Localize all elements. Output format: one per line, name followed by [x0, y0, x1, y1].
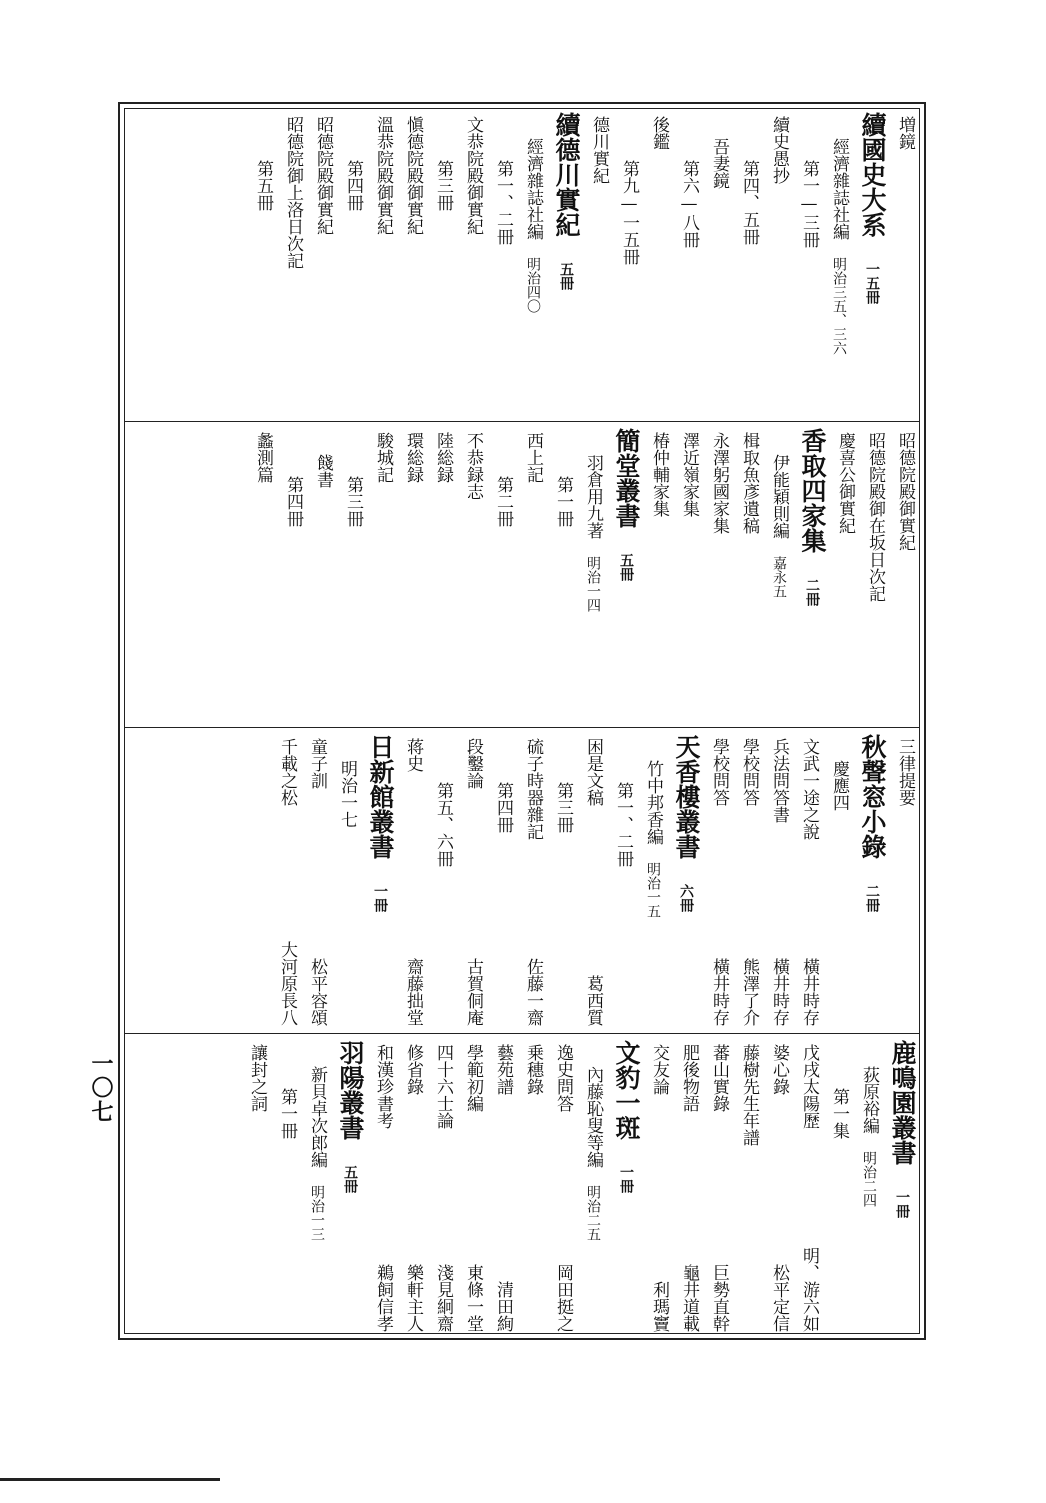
entry-column — [734, 424, 764, 724]
entry-column — [488, 1036, 518, 1336]
entry-text: 內藤恥叟等編 — [583, 1066, 603, 1168]
entry-column — [248, 424, 278, 724]
entry-column — [890, 108, 920, 418]
entry-text: 伊能穎則編 — [769, 454, 789, 539]
entry-column — [614, 108, 644, 418]
entry-text: 經濟雜誌社編 — [829, 138, 849, 240]
entry-column — [302, 1036, 332, 1336]
entry-column — [794, 1036, 824, 1336]
entry-text: 三律提要 — [895, 738, 915, 806]
entry-column — [398, 108, 428, 418]
bottom-rule — [0, 1478, 220, 1481]
entry-text: 第三冊 — [433, 160, 453, 211]
entry-text: 第二冊 — [493, 476, 513, 527]
entry-text: 西上記 — [523, 432, 543, 483]
entry-column — [764, 730, 794, 1030]
entry-text: 吾妻鏡 — [709, 138, 729, 189]
entry-meta: 一五冊 — [864, 262, 880, 304]
entry-meta: 二冊 — [864, 884, 880, 912]
entry-text: 荻原裕編 — [859, 1066, 879, 1134]
entry-text: 昭德院殿御實紀 — [313, 116, 333, 235]
entry-column — [272, 730, 302, 1030]
entry-text: 第四、五冊 — [739, 160, 759, 245]
entry-text: 増鏡 — [895, 116, 915, 150]
entry-text: 蒋史 — [403, 738, 423, 772]
entry-text: 第四冊 — [343, 160, 363, 211]
entry-column — [398, 730, 428, 1030]
entry-author: 樂軒主人 — [403, 1264, 423, 1332]
entry-author: 清田絢 — [493, 1281, 513, 1332]
entry-column — [398, 424, 428, 724]
entry-author: 松平定信 — [769, 1264, 789, 1332]
entry-text: 陸総録 — [433, 432, 453, 483]
entry-author: 岡田挺之 — [553, 1264, 573, 1332]
series-title — [608, 1036, 644, 1336]
entry-column — [674, 1036, 704, 1336]
entry-meta: 六冊 — [678, 884, 694, 912]
column-band-3 — [125, 730, 920, 1030]
entry-text: 天香樓叢書 — [672, 734, 701, 859]
entry-column — [764, 108, 794, 418]
band-divider — [125, 727, 920, 728]
entry-text: 續德川實紀 — [552, 112, 581, 237]
entry-text: 續史愚抄 — [769, 116, 789, 184]
entry-meta: 明治三五、三六 — [831, 257, 847, 355]
entry-column — [518, 1036, 548, 1336]
entry-text: 第三冊 — [553, 782, 573, 833]
entry-column — [704, 730, 734, 1030]
entry-text: 永澤躬國家集 — [709, 432, 729, 534]
entry-text: 蕃山實錄 — [709, 1044, 729, 1112]
entry-column — [278, 424, 308, 724]
entry-column — [638, 730, 668, 1030]
entry-meta: 明治二五 — [585, 1185, 601, 1241]
series-title — [854, 108, 890, 418]
entry-author: 龜井道載 — [679, 1264, 699, 1332]
entry-text: 愼德院殿御實紀 — [403, 116, 423, 235]
entry-column — [578, 730, 608, 1030]
entry-author: 橫井時存 — [709, 958, 729, 1026]
entry-text: 硫子時器雜記 — [523, 738, 543, 840]
entry-column — [428, 108, 458, 418]
entry-text: 昭德院殿御在坂日次記 — [865, 432, 885, 602]
column-band-4 — [125, 1036, 920, 1336]
entry-column — [794, 730, 824, 1030]
entry-column — [488, 424, 518, 724]
entry-text: 第五冊 — [253, 160, 273, 211]
entry-author: 大河原長八 — [277, 941, 297, 1026]
series-title — [548, 108, 584, 418]
entry-author: 淺見絅齋 — [433, 1264, 453, 1332]
entry-meta: 五冊 — [558, 262, 574, 290]
entry-author: 佐藤一齋 — [523, 958, 543, 1026]
entry-text: 經濟雜誌社編 — [523, 138, 543, 240]
entry-column — [704, 424, 734, 724]
entry-meta: 明治四〇 — [525, 257, 541, 313]
entry-text: 後鑑 — [649, 116, 669, 150]
entry-text: 學範初編 — [463, 1044, 483, 1112]
entry-text: 昭德院殿御實紀 — [895, 432, 915, 551]
entry-text: 兵法問答書 — [769, 738, 789, 823]
entry-column — [734, 108, 764, 418]
entry-text: 戊戌太陽歷 — [799, 1044, 819, 1129]
column-band-2 — [125, 424, 920, 724]
entry-text: 第一集 — [829, 1088, 849, 1139]
entry-meta: 明治一五 — [645, 862, 661, 918]
entry-author: 古賀侗庵 — [463, 958, 483, 1026]
entry-author: 鵜飼信孝 — [373, 1264, 393, 1332]
entry-text: 羽倉用九著 — [583, 454, 603, 539]
entry-text: 昭德院御上洛日次記 — [283, 116, 303, 269]
band-divider — [125, 1033, 920, 1034]
entry-meta: 明治二四 — [861, 1151, 877, 1207]
entry-column — [548, 424, 578, 724]
entry-text: 鹿鳴園叢書 — [888, 1040, 917, 1165]
entry-column — [578, 424, 608, 724]
entry-text: 四十六士論 — [433, 1044, 453, 1129]
entry-text: 日新館叢書 — [366, 734, 395, 859]
entry-column — [644, 1036, 674, 1336]
entry-text: 楫取魚彥遺稿 — [739, 432, 759, 534]
series-title — [332, 1036, 368, 1336]
entry-column — [302, 730, 332, 1030]
entry-text: 餞書 — [313, 454, 333, 488]
entry-author: 熊澤了介 — [739, 958, 759, 1026]
entry-text: 修省錄 — [403, 1044, 423, 1095]
entry-text: 第三冊 — [343, 476, 363, 527]
entry-column — [518, 730, 548, 1030]
entry-text: 第九—一五冊 — [619, 160, 639, 265]
entry-column — [860, 424, 890, 724]
entry-author: 葛西質 — [583, 975, 603, 1026]
series-title — [794, 424, 830, 724]
entry-column — [548, 730, 578, 1030]
entry-text: 藤樹先生年譜 — [739, 1044, 759, 1146]
entry-text: 乗穗錄 — [523, 1044, 543, 1095]
entry-author: 東條一堂 — [463, 1264, 483, 1332]
entry-text: 羽陽叢書 — [336, 1040, 365, 1140]
entry-column — [674, 424, 704, 724]
entry-column — [548, 1036, 578, 1336]
entry-column — [272, 1036, 302, 1336]
entry-column — [830, 424, 860, 724]
entry-column — [734, 730, 764, 1030]
entry-text: 駿城記 — [373, 432, 393, 483]
entry-column — [704, 108, 734, 418]
entry-meta: 一冊 — [372, 884, 388, 912]
entry-column — [854, 1036, 884, 1336]
entry-meta: 一冊 — [618, 1165, 634, 1193]
entry-column — [428, 730, 458, 1030]
entry-column — [674, 108, 704, 418]
entry-text: 秋聲窓小錄 — [858, 734, 887, 859]
entry-column — [368, 1036, 398, 1336]
entry-meta: 一冊 — [894, 1190, 910, 1218]
series-title — [668, 730, 704, 1030]
entry-column — [608, 730, 638, 1030]
entry-text: 肥後物語 — [679, 1044, 699, 1112]
entry-column — [368, 108, 398, 418]
entry-text: 慶喜公御實紀 — [835, 432, 855, 534]
entry-author: 松平容頌 — [307, 958, 327, 1026]
entry-text: 慶應四 — [829, 760, 849, 811]
entry-text: 第一—三冊 — [799, 160, 819, 248]
entry-column — [428, 1036, 458, 1336]
entry-text: 童子訓 — [307, 738, 327, 789]
entry-author: 明、游六如 — [799, 1247, 819, 1332]
entry-column — [458, 424, 488, 724]
entry-column — [428, 424, 458, 724]
entry-text: 和漢珍書考 — [373, 1044, 393, 1129]
entry-meta: 二冊 — [804, 578, 820, 606]
entry-author: 橫井時存 — [799, 958, 819, 1026]
entry-column — [518, 424, 548, 724]
entry-column — [278, 108, 308, 418]
series-title — [854, 730, 890, 1030]
entry-column — [338, 108, 368, 418]
entry-column — [824, 1036, 854, 1336]
entry-text: 第四冊 — [493, 782, 513, 833]
entry-column — [644, 424, 674, 724]
entry-meta: 五冊 — [342, 1165, 358, 1193]
entry-column — [338, 424, 368, 724]
entry-text: 困是文稿 — [583, 738, 603, 806]
entry-column — [458, 108, 488, 418]
entry-column — [824, 730, 854, 1030]
entry-text: 明治一七 — [337, 760, 357, 828]
entry-column — [308, 108, 338, 418]
entry-meta: 明治一三 — [309, 1185, 325, 1241]
entry-meta: 五冊 — [618, 553, 634, 581]
entry-text: 香取四家集 — [798, 428, 827, 553]
column-band-1 — [125, 108, 920, 418]
entry-column — [764, 424, 794, 724]
entry-text: 竹中邦香編 — [643, 760, 663, 845]
entry-author: 齋藤拙堂 — [403, 958, 423, 1026]
entry-text: 新貝卓次郎編 — [307, 1066, 327, 1168]
entry-text: 學校問答 — [739, 738, 759, 806]
page-number: 一〇七 — [88, 1052, 114, 1124]
entry-text: 環総録 — [403, 432, 423, 483]
entry-meta: 嘉永五 — [771, 556, 787, 598]
entry-column — [458, 1036, 488, 1336]
entry-text: 續國史大系 — [858, 112, 887, 237]
entry-text: 讓封之詞 — [247, 1044, 267, 1112]
entry-column — [584, 108, 614, 418]
entry-meta: 明治一四 — [585, 556, 601, 612]
entry-text: 澤近嶺家集 — [679, 432, 699, 517]
entry-column — [332, 730, 362, 1030]
entry-column — [890, 424, 920, 724]
entry-text: 第四冊 — [283, 476, 303, 527]
entry-column — [578, 1036, 608, 1336]
entry-column — [890, 730, 920, 1030]
entry-column — [488, 730, 518, 1030]
entry-author: 利瑪竇 — [649, 1281, 669, 1332]
entry-text: 文豹一斑 — [612, 1040, 641, 1140]
entry-text: 文恭院殿御實紀 — [463, 116, 483, 235]
entry-column — [488, 108, 518, 418]
entry-text: 第一、二冊 — [613, 782, 633, 867]
entry-text: 溫恭院殿御實紀 — [373, 116, 393, 235]
entry-column — [824, 108, 854, 418]
entry-text: 第五、六冊 — [433, 782, 453, 867]
entry-text: 文武一途之說 — [799, 738, 819, 840]
entry-column — [704, 1036, 734, 1336]
entry-column — [398, 1036, 428, 1336]
entry-text: 不恭録志 — [463, 432, 483, 500]
entry-text: 第一冊 — [277, 1088, 297, 1139]
entry-text: 交友論 — [649, 1044, 669, 1095]
entry-text: 椿仲輔家集 — [649, 432, 669, 517]
entry-text: 婆心錄 — [769, 1044, 789, 1095]
entry-text: 蠡測篇 — [253, 432, 273, 483]
entry-column — [308, 424, 338, 724]
entry-text: 德川實紀 — [589, 116, 609, 184]
entry-text: 簡堂叢書 — [612, 428, 641, 528]
entry-column — [368, 424, 398, 724]
entry-column — [248, 108, 278, 418]
entry-column — [458, 730, 488, 1030]
entry-column — [764, 1036, 794, 1336]
entry-column — [518, 108, 548, 418]
entry-column — [242, 1036, 272, 1336]
entry-text: 第一冊 — [553, 476, 573, 527]
entry-column — [794, 108, 824, 418]
band-divider — [125, 421, 920, 422]
entry-text: 千載之松 — [277, 738, 297, 806]
entry-author: 巨勢直幹 — [709, 1264, 729, 1332]
entry-text: 藝苑譜 — [493, 1044, 513, 1095]
series-title — [884, 1036, 920, 1336]
entry-text: 第六—八冊 — [679, 160, 699, 248]
entry-text: 學校問答 — [709, 738, 729, 806]
entry-text: 段鑿論 — [463, 738, 483, 789]
entry-text: 逸史問答 — [553, 1044, 573, 1112]
series-title — [362, 730, 398, 1030]
entry-text: 第一、二冊 — [493, 160, 513, 245]
entry-column — [734, 1036, 764, 1336]
entry-column — [644, 108, 674, 418]
series-title — [608, 424, 644, 724]
entry-author: 橫井時存 — [769, 958, 789, 1026]
